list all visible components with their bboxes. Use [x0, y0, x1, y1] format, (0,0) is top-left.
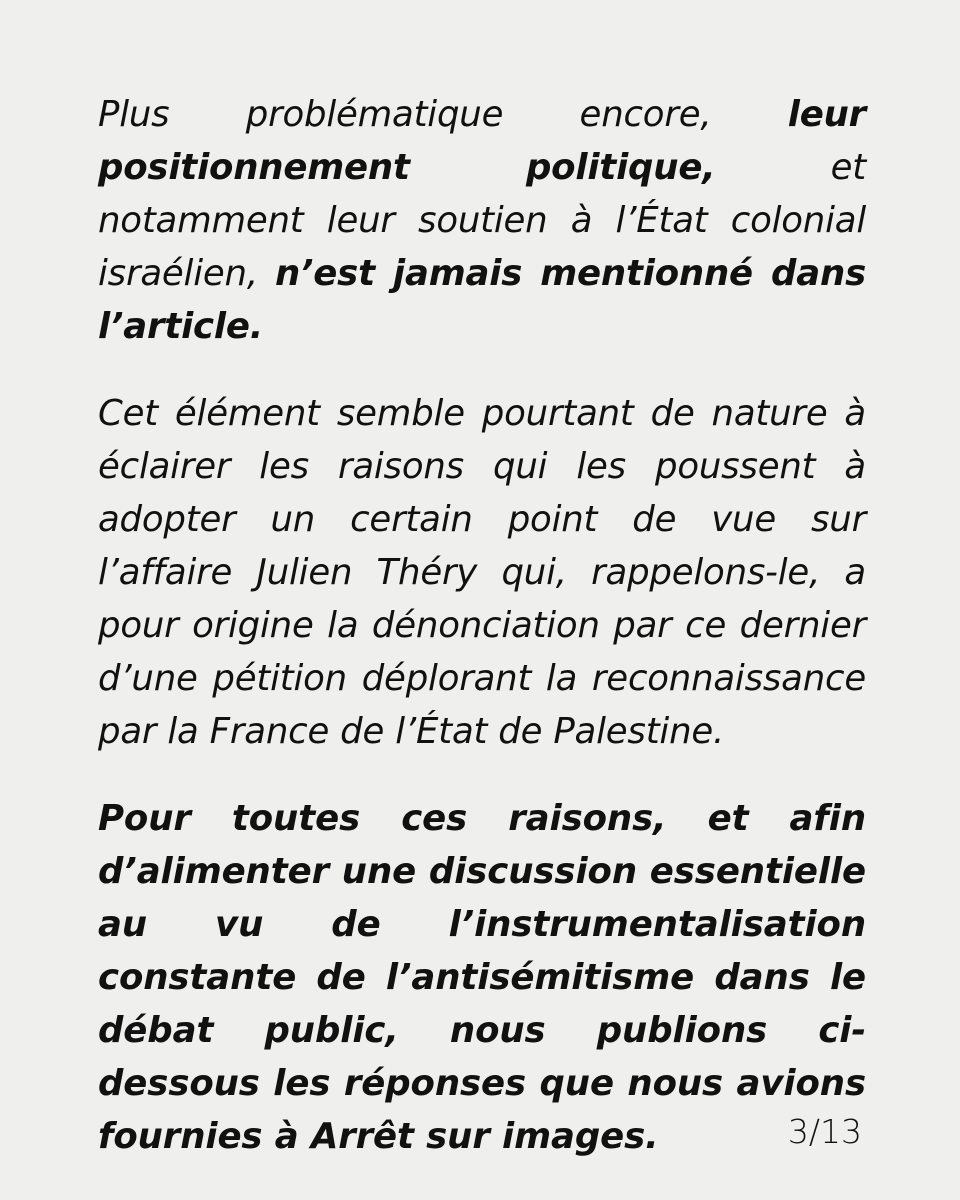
paragraph-political-positioning	[98, 88, 866, 353]
paragraph1-intro: Plus problématique encore,	[98, 94, 788, 135]
paragraph1-support: et notamment leur soutien à l’État colonial israélien,	[98, 147, 866, 294]
paragraph1-emphasis-never-mentioned: n’est jamais mentionné dans l’article.	[98, 253, 867, 347]
paragraph1-emphasis-positioning: leur positionnement politique,	[98, 94, 866, 188]
page-number: 3/13	[787, 1112, 862, 1151]
paragraph-conclusion: Pour toutes ces raisons, et afin d’alimenter une discussion essentielle au vu de l’instrumentalisation constante de l’antisémitisme dans le débat public, nous publions ci-dessous les réponses que nous avions fournies à Arrêt sur images.	[98, 798, 866, 1157]
paragraph-context: Cet élément semble pourtant de nature à éclairer les raisons qui les poussent à adopter un certain point de vue sur l’affaire Julien Théry qui, rappelons-le, a pour origine la dénonciation par ce dernier d’une pétition déplorant la reconnaissance par la France de l’État de Palestine.	[98, 393, 866, 752]
document-body	[98, 88, 866, 1163]
